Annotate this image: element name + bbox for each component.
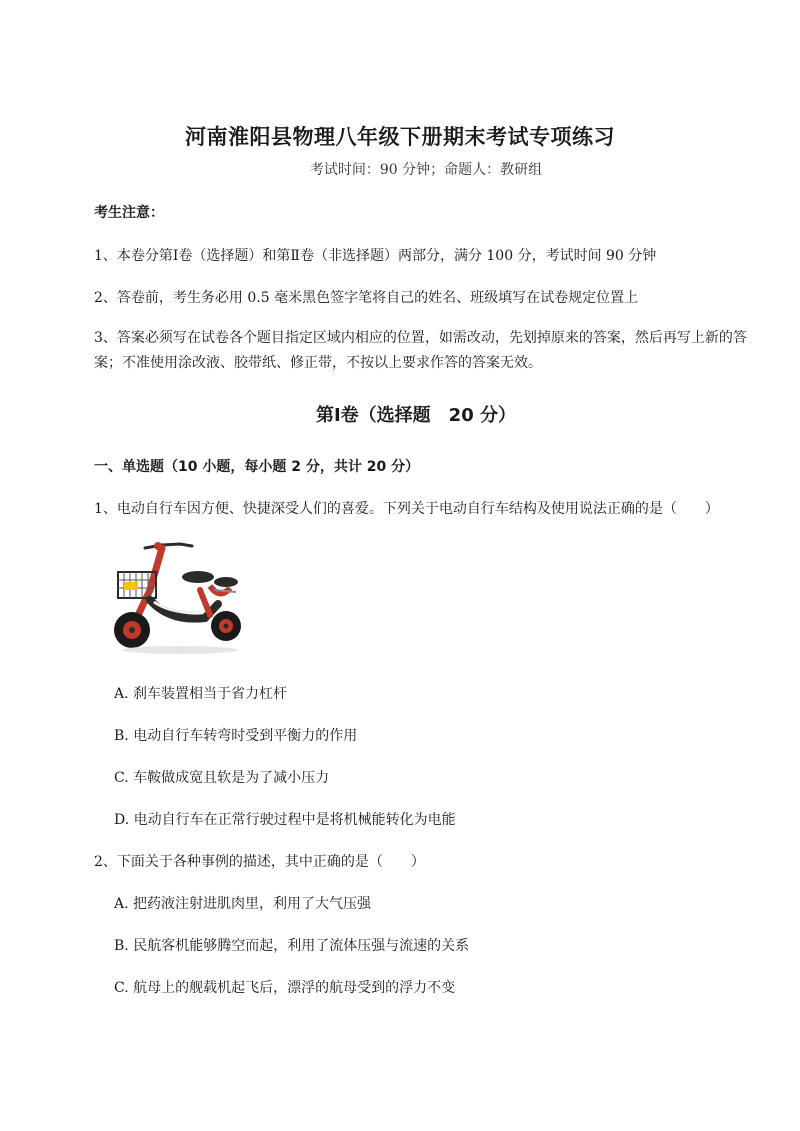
section-title: 第Ⅰ卷（选择题 20 分） <box>315 405 516 426</box>
question-2-option-a: A. 把药液注射进肌肉里，利用了大气压强 <box>114 896 372 912</box>
question-2-option-b: B. 民航客机能够腾空而起，利用了流体压强与流速的关系 <box>114 938 470 954</box>
question-1-option-d: D. 电动自行车在正常行驶过程中是将机械能转化为电能 <box>114 812 456 828</box>
notice-item-1: 1、本卷分第Ⅰ卷（选择题）和第Ⅱ卷（非选择题）两部分，满分 100 分，考试时间 90 分钟 <box>94 248 657 264</box>
question-1-option-a: A. 刹车装置相当于省力杠杆 <box>114 686 288 702</box>
question-2-option-c: C. 航母上的舰载机起飞后，漂浮的航母受到的浮力不变 <box>114 980 456 996</box>
question-2-stem: 2、下面关于各种事例的描述，其中正确的是（ ） <box>94 854 425 870</box>
question-group-heading: 一、单选题（10 小题，每小题 2 分，共计 20 分） <box>94 459 420 475</box>
exam-meta: 考试时间：90 分钟；命题人：教研组 <box>309 162 543 178</box>
notice-item-2: 2、答卷前，考生务必用 0.5 毫米黑色签字笔将自己的姓名、班级填写在试卷规定位置上 <box>94 290 639 306</box>
notice-heading: 考生注意： <box>94 205 164 221</box>
page-title: 河南淮阳县物理八年级下册期末考试专项练习 <box>185 125 615 149</box>
notice-item-3: 3、答案必须写在试卷各个题目指定区域内相应的位置，如需改动，先划掉原来的答案，然后再写上新的答案；不准使用涂改液、胶带纸、修正带，不按以上要求作答的答案无效。 <box>94 330 747 371</box>
question-1-option-b: B. 电动自行车转弯时受到平衡力的作用 <box>114 728 358 744</box>
question-1-option-c: C. 车鞍做成宽且软是为了减小压力 <box>114 770 330 786</box>
question-1-stem: 1、电动自行车因方便、快捷深受人们的喜爱。下列关于电动自行车结构及使用说法正确的是（ ） <box>94 501 719 517</box>
electric-bike-image <box>110 530 250 660</box>
